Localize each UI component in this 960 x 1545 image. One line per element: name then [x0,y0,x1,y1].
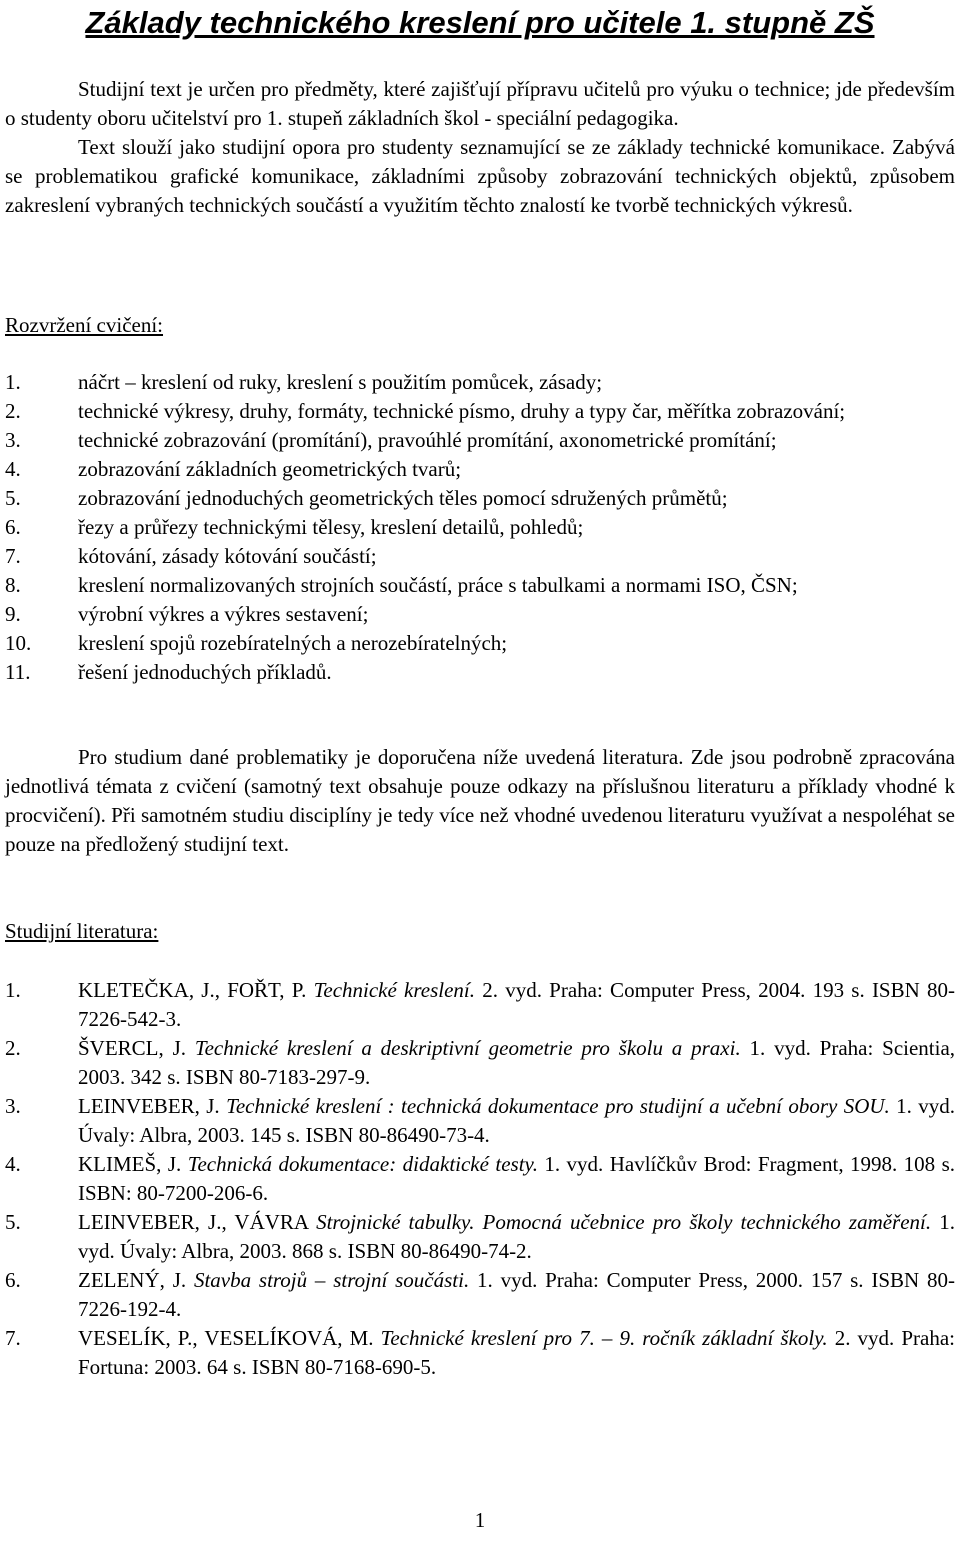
exercise-item-text: technické zobrazování (promítání), pravoúhlé promítání, axonometrické promítání; [78,428,777,452]
page-number: 1 [474,1508,486,1532]
exercise-item-text: technické výkresy, druhy, formáty, technické písmo, druhy a typy čar, měřítka zobrazování; [78,399,846,423]
literature-item-authors: KLIMEŠ, J. [78,1152,182,1176]
literature-item-authors: LEINVEBER, J. [78,1094,220,1118]
exercise-item-number: 5. [5,486,21,510]
study-paragraph: Pro studium dané problematiky je doporučena níže uvedená literatura. Zde jsou podrobně zpracována jednotlivá témata z cvičení (samotný text obsahuje pouze odkazy na příslušnou literaturu a příklady vhodné k procvičení). Při samotném studiu disciplíny je tedy více než vhodné uvedenou literaturu využívat a nespoléhat se pouze na předložený studijní text. [5,745,955,856]
exercise-item-number: 8. [5,573,21,597]
literature-item-title: Technická dokumentace: didaktické testy. [187,1152,538,1176]
literature-item-publication: 2. vyd. Praha: Computer Press, 2004. 193 s. ISBN 80-7226-542-3. [78,978,956,1031]
exercise-item-number: 4. [5,457,21,481]
exercise-item-text: výrobní výkres a výkres sestavení; [78,602,369,626]
literature-item-title: Technické kreslení a deskriptivní geometrie pro školu a praxi. [194,1036,741,1060]
exercise-item [5,571,955,600]
literature-item-title: Stavba strojů – strojní součásti. [193,1268,470,1292]
exercise-item [5,368,955,397]
literature-item [5,1092,955,1150]
literature-item-number: 4. [5,1152,21,1176]
exercise-item [5,426,955,455]
literature-item [5,1034,955,1092]
literature-item-publication: 2. vyd. Praha: Fortuna: 2003. 64 s. ISBN 80-7168-690-5. [78,1326,955,1379]
literature-item [5,1208,955,1266]
intro-paragraph-2: Text slouží jako studijní opora pro studenty seznamující se ze základy technické komunikace. Zabývá se problematikou grafické komunikace, základními způsoby zobrazování technických objektů, způsobem zakreslení vybraných technických součástí a využitím těchto znalostí ke tvorbě technických výkresů. [5,135,955,217]
literature-item-authors: ŠVERCL, J. [78,1036,187,1060]
exercise-item-text: zobrazování jednoduchých geometrických těles pomocí sdružených průmětů; [78,486,728,510]
literature-item [5,1266,955,1324]
literature-item-number: 5. [5,1210,21,1234]
literature-item-number: 6. [5,1268,21,1292]
intro-section [5,75,955,220]
exercise-item-number: 3. [5,428,21,452]
literature-heading: Studijní literatura: [5,919,159,943]
literature-item-authors: VESELÍK, P., VESELÍKOVÁ, M. [78,1326,374,1350]
literature-list-block [5,976,955,1382]
literature-item [5,1150,955,1208]
exercise-item [5,658,955,687]
literature-item-authors: ZELENÝ, J. [78,1268,187,1292]
exercise-item-number: 10. [5,631,32,655]
exercise-item [5,542,955,571]
exercise-item [5,484,955,513]
exercises-heading: Rozvržení cvičení: [5,313,164,337]
exercise-item-text: zobrazování základních geometrických tvarů; [78,457,462,481]
exercises-list [5,368,955,687]
exercise-item [5,455,955,484]
literature-item-publication: 1. vyd. Úvaly: Albra, 2003. 145 s. ISBN 80-86490-73-4. [78,1094,956,1147]
exercise-item [5,629,955,658]
exercise-item-text: řešení jednoduchých příkladů. [78,660,332,684]
exercise-item-number: 6. [5,515,21,539]
exercises-list-block [5,368,955,687]
exercise-item-number: 2. [5,399,21,423]
exercise-item-text: řezy a průřezy technickými tělesy, kreslení detailů, pohledů; [78,515,584,539]
literature-item-title: Strojnické tabulky. Pomocná učebnice pro školy technického zaměření. [316,1210,932,1234]
exercise-item [5,397,955,426]
literature-item-publication: 1. vyd. Úvaly: Albra, 2003. 868 s. ISBN 80-86490-74-2. [78,1210,956,1263]
study-section [5,743,955,859]
exercises-heading-block [5,311,955,340]
literature-item-number: 1. [5,978,21,1002]
literature-item [5,1324,955,1382]
literature-item-number: 7. [5,1326,21,1350]
exercise-item-text: kreslení normalizovaných strojních součástí, práce s tabulkami a normami ISO, ČSN; [78,573,798,597]
literature-heading-block [5,917,955,946]
exercise-item-number: 9. [5,602,21,626]
literature-item-number: 2. [5,1036,21,1060]
literature-item-title: Technické kreslení : technická dokumentace pro studijní a učební obory SOU. [226,1094,890,1118]
exercise-item [5,513,955,542]
literature-item-publication: 1. vyd. Praha: Computer Press, 2000. 157 s. ISBN 80-7226-192-4. [78,1268,955,1321]
exercise-item-number: 7. [5,544,21,568]
document-title: Základy technického kreslení pro učitele 1. stupně ZŠ [85,5,875,40]
exercise-item [5,600,955,629]
exercise-item-text: kótování, zásady kótování součástí; [78,544,377,568]
literature-item-publication: 1. vyd. Havlíčkův Brod: Fragment, 1998. 108 s. ISBN: 80-7200-206-6. [78,1152,956,1205]
literature-item-title: Technické kreslení pro 7. – 9. ročník základní školy. [380,1326,828,1350]
exercise-item-text: kreslení spojů rozebíratelných a nerozebíratelných; [78,631,508,655]
literature-item-authors: KLETEČKA, J., FOŘT, P. [78,978,307,1002]
literature-item-title: Technické kreslení. [313,978,475,1002]
literature-list [5,976,955,1382]
literature-item-publication: 1. vyd. Praha: Scientia, 2003. 342 s. ISBN 80-7183-297-9. [78,1036,956,1089]
literature-item-authors: LEINVEBER, J., VÁVRA [78,1210,308,1234]
exercise-item-number: 11. [5,660,31,684]
literature-item-number: 3. [5,1094,21,1118]
exercise-item-text: náčrt – kreslení od ruky, kreslení s použitím pomůcek, zásady; [78,370,603,394]
literature-item [5,976,955,1034]
intro-paragraph-1: Studijní text je určen pro předměty, které zajišťují přípravu učitelů pro výuku o technice; jde především o studenty oboru učitelství pro 1. stupeň základních škol - speciální pedagogika. [5,77,955,130]
exercise-item-number: 1. [5,370,21,394]
